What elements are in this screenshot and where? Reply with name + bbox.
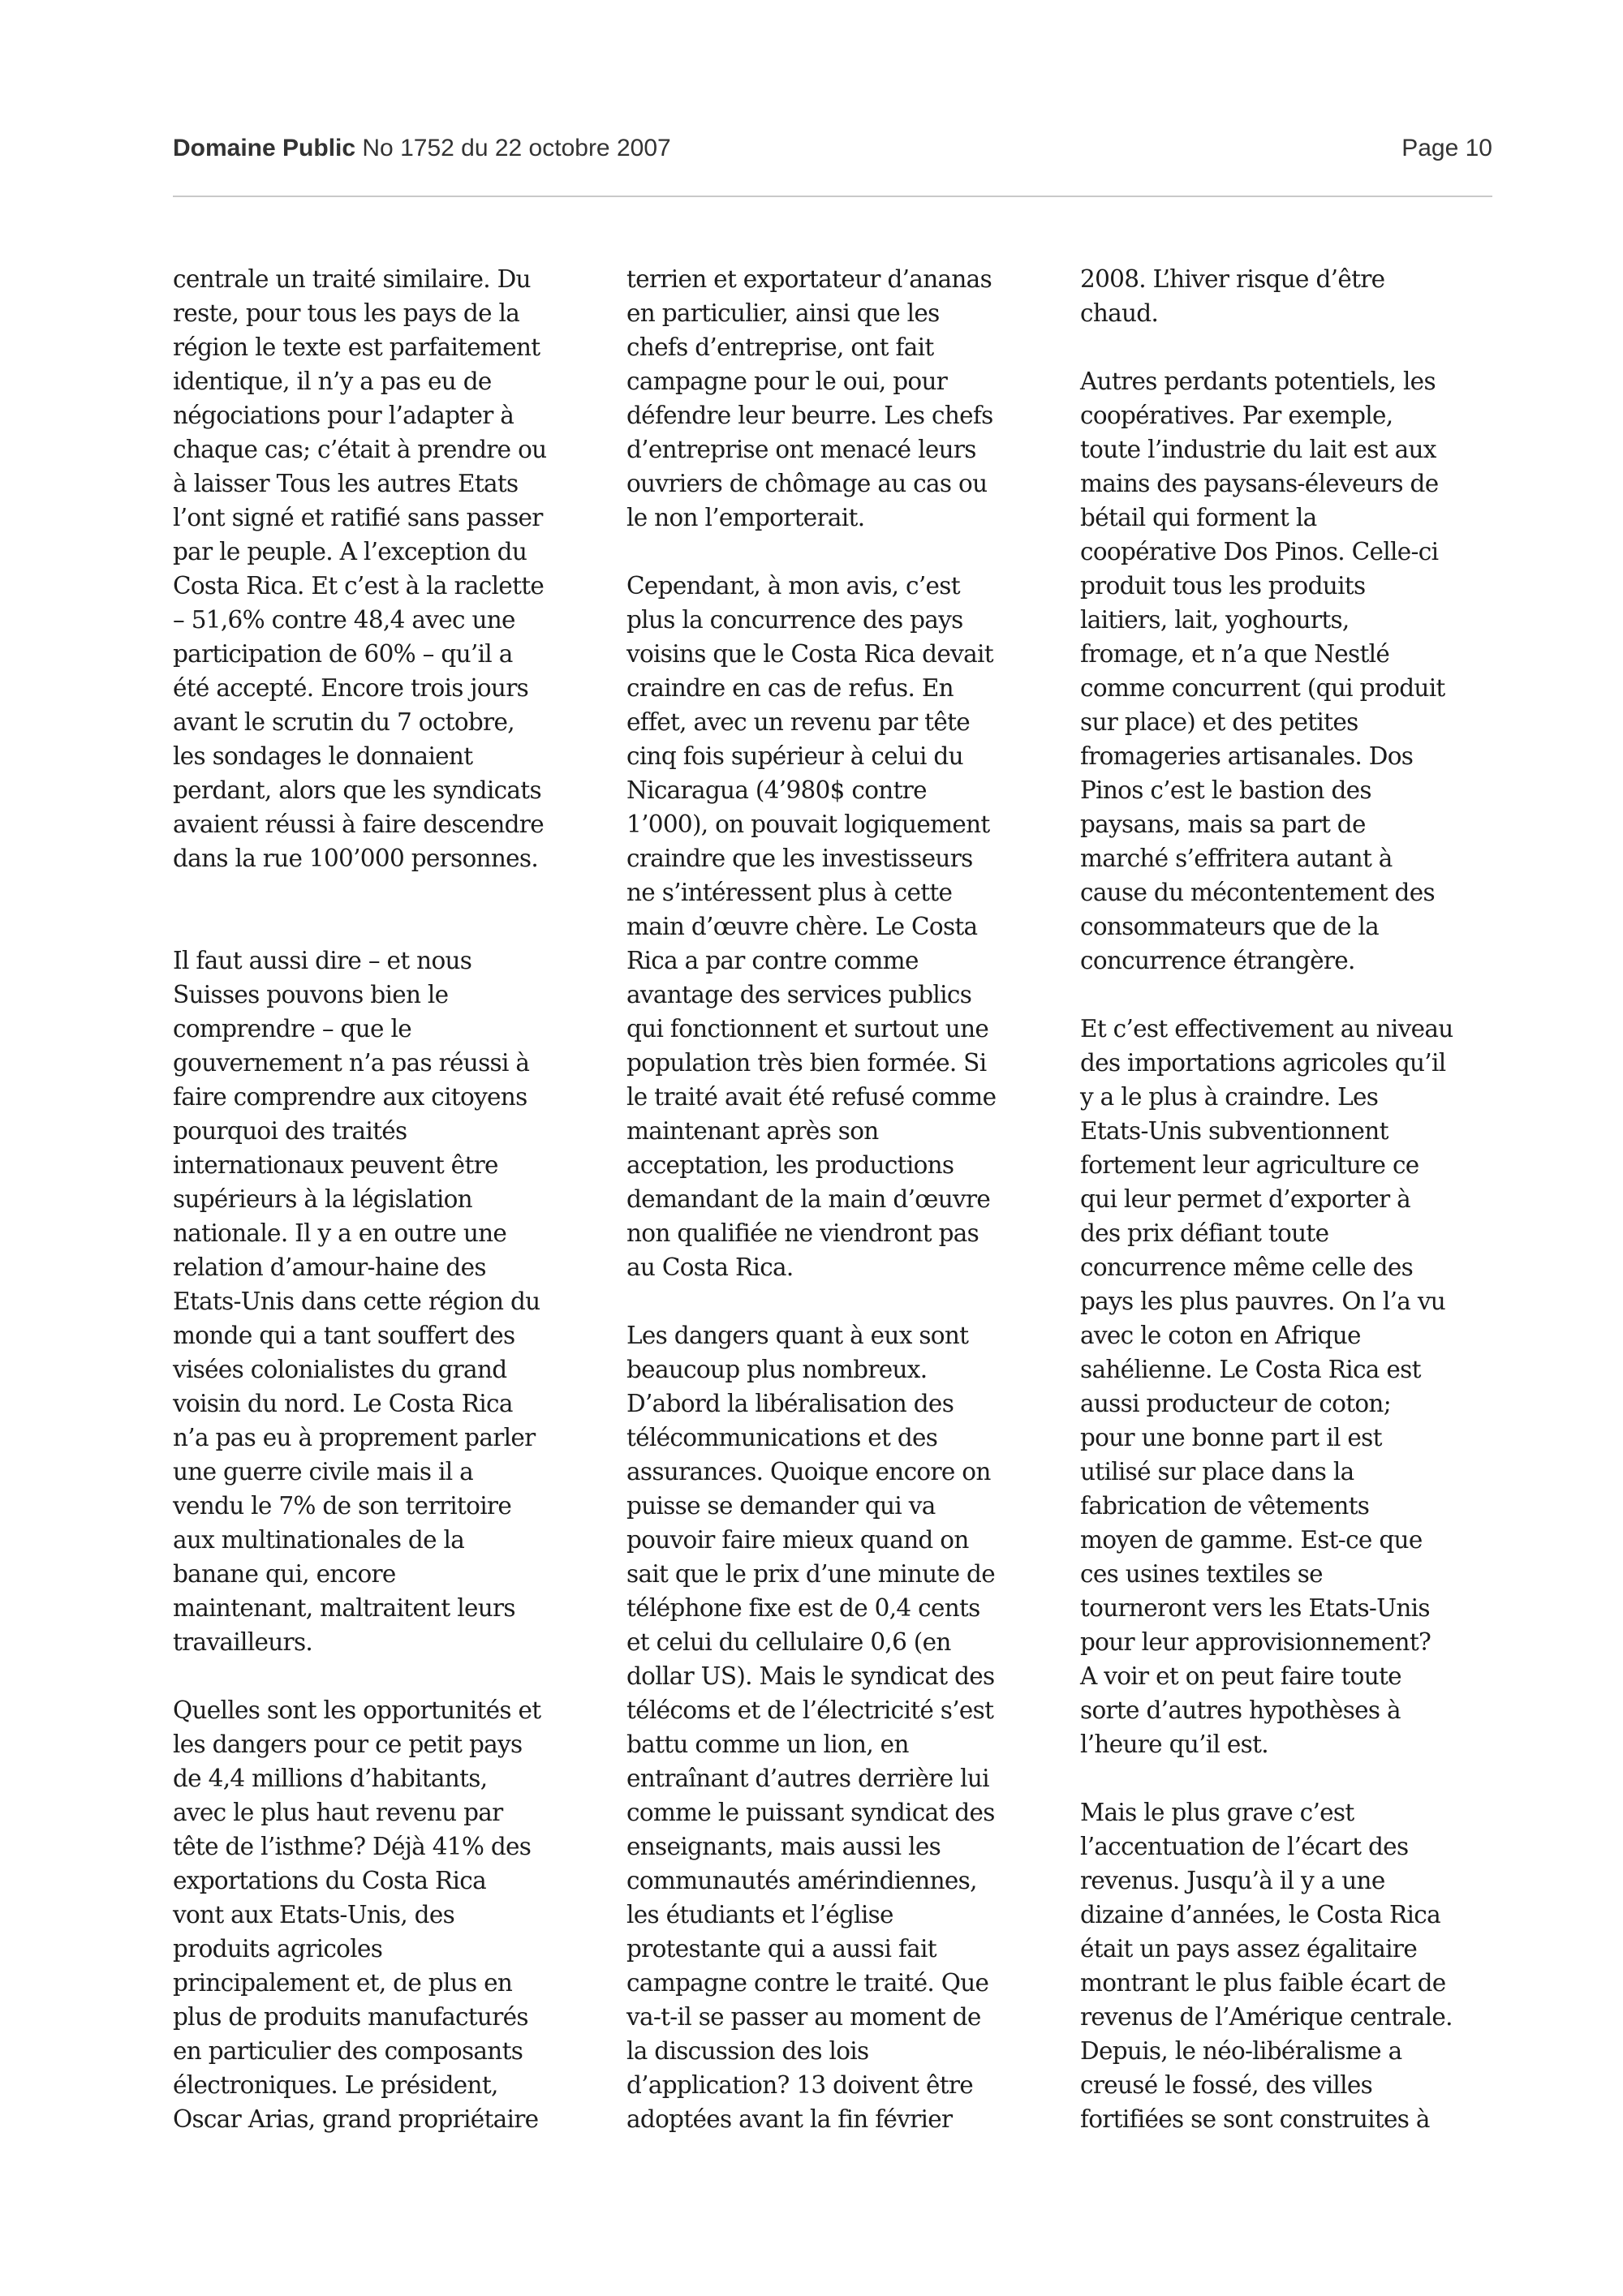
paragraph: Quelles sont les opportunités et les dangers pour ce petit pays de 4,4 millions d’habitants, avec le plus haut revenu par tête de l’isthme? Déjà 41% des exportations du Costa Rica vont aux Etats-Unis, des produits agricoles principalement et, de plus en plus de produits manufacturés en particulier des composants électroniques. Le président, Oscar Arias, grand propriétaire (173, 1696, 541, 2133)
publication-name: Domaine Public (173, 135, 356, 161)
issue-info: No 1752 du 22 octobre 2007 (362, 135, 671, 161)
page-header (173, 135, 1492, 167)
paragraph: centrale un traité similaire. Du reste, pour tous les pays de la région le texte est parfaitement identique, il n’y a pas eu de négociations pour l’adapter à chaque cas; c’était à prendre ou à laisser Tous les autres Etats l’ont signé et ratifié sans passer par le peuple. A l’exception du Costa Rica. Et c’est à la raclette – 51,6% contre 48,4 avec une participation de 60% – qu’il a été accepté. Encore trois jours avant le scrutin du 7 octobre, les sondages le donnaient perdant, alors que les syndicats avaient réussi à faire descendre dans la rue 100’000 personnes. (173, 265, 547, 872)
paragraph: Et c’est effectivement au niveau des importations agricoles qu’il y a le plus à craindre. Les Etats-Unis subventionnent fortement leur agriculture ce qui leur permet d’exporter à des prix défiant toute concurrence même celle des pays les plus pauvres. On l’a vu avec le coton en Afrique sahélienne. Le Costa Rica est aussi producteur de coton; pour une bonne part il est utilisé sur place dans la fabrication de vêtements moyen de gamme. Est-ce que ces usines textiles se tourneront vers les Etats-Unis pour leur approvisionnement? A voir et on peut faire toute sorte d’autres hypothèses à l’heure qu’il est. (1080, 1015, 1453, 1758)
text-column-2 (626, 262, 1048, 2136)
paragraph: Il faut aussi dire – et nous Suisses pouvons bien le comprendre – que le gouvernement n’a pas réussi à faire comprendre aux citoyens pourquoi des traités internationaux peuvent être supérieurs à la législation nationale. Il y a en outre une relation d’amour-haine des Etats-Unis dans cette région du monde qui a tant souffert des visées colonialistes du grand voisin du nord. Le Costa Rica n’a pas eu à proprement parler une guerre civile mais il a vendu le 7% de son territoire aux multinationales de la banane qui, encore maintenant, maltraitent leurs travailleurs. (173, 947, 540, 1656)
paragraph: Cependant, à mon avis, c’est plus la concurrence des pays voisins que le Costa Rica devait craindre en cas de refus. En effet, avec un revenu par tête cinq fois supérieur à celui du Nicaragua (4’980$ contre 1’000), on pouvait logiquement craindre que les investisseurs ne s’intéressent plus à cette main d’œuvre chère. Le Costa Rica a par contre comme avantage des services publics qui fonctionnent et surtout une population très bien formée. Si le traité avait été refusé comme maintenant après son acceptation, les productions demandant de la main d’œuvre non qualifiée ne viendront pas au Costa Rica. (626, 572, 997, 1281)
paragraph: Mais le plus grave c’est l’accentuation de l’écart des revenus. Jusqu’à il y a une dizaine d’années, le Costa Rica était un pays assez égalitaire montrant le plus faible écart de revenus de l’Amérique centrale. Depuis, le néo-libéralisme a creusé le fossé, des villes fortifiées se sont construites à (1080, 1799, 1453, 2133)
text-column-3 (1080, 262, 1502, 2136)
page-number: Page 10 (1401, 135, 1492, 161)
header-divider (173, 196, 1492, 197)
paragraph: 2008. L’hiver risque d’être chaud. (1080, 265, 1385, 327)
paragraph: Les dangers quant à eux sont beaucoup plus nombreux. D’abord la libéralisation des télécommunications et des assurances. Quoique encore on puisse se demander qui va pouvoir faire mieux quand on sait que le prix d’une minute de téléphone fixe est de 0,4 cents et celui du cellulaire 0,6 (en dollar US). Mais le syndicat des télécoms et de l’électricité s’est battu comme un lion, en entraînant d’autres derrière lui comme le puissant syndicat des enseignants, mais aussi les communautés amérindiennes, les étudiants et l’église protestante qui a aussi fait campagne contre le traité. Que va-t-il se passer au moment de la discussion des lois d’application? 13 doivent être adoptées avant la fin février (626, 1322, 995, 2133)
publication-line (173, 135, 671, 162)
paragraph: terrien et exportateur d’ananas en particulier, ainsi que les chefs d’entreprise, ont fait campagne pour le oui, pour défendre leur beurre. Les chefs d’entreprise ont menacé leurs ouvriers de chômage au cas ou le non l’emporterait. (626, 265, 993, 531)
text-column-1 (173, 262, 595, 2136)
paragraph: Autres perdants potentiels, les coopératives. Par exemple, toute l’industrie du lait est aux mains des paysans-éleveurs de bétail qui forment la coopérative Dos Pinos. Celle-ci produit tous les produits laitiers, lait, yoghourts, fromage, et n’a que Nestlé comme concurrent (qui produit sur place) et des petites fromageries artisanales. Dos Pinos c’est le bastion des paysans, mais sa part de marché s’effritera autant à cause du mécontentement des consommateurs que de la concurrence étrangère. (1080, 368, 1445, 974)
